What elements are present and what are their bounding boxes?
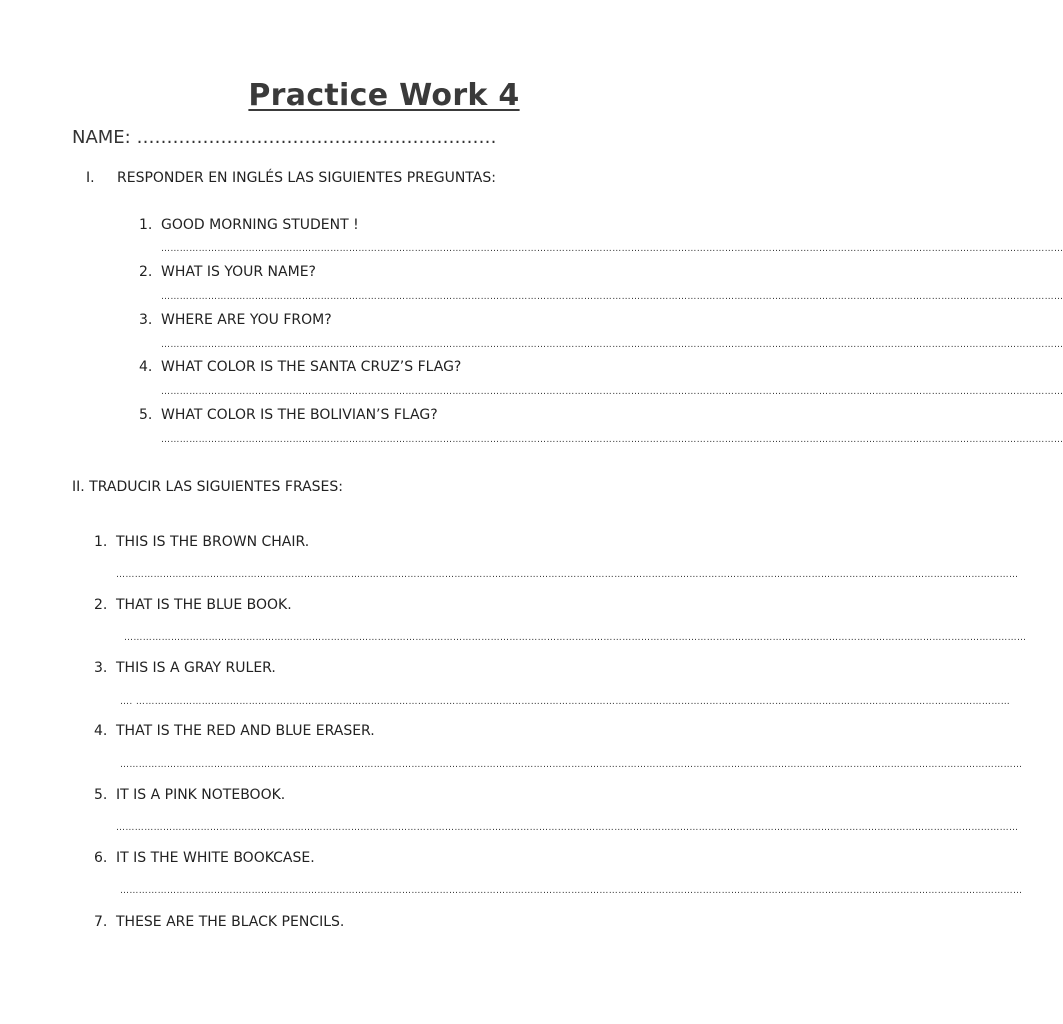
phrase-text: THAT IS THE RED AND BLUE ERASER.	[116, 723, 375, 739]
answer-line-p5[interactable]: ………………………………………………………………………………………………………………………………………………………………………………………………………………………………………………………………	[116, 823, 1019, 833]
answer-line-q2[interactable]: ………………………………………………………………………………………………………………………………………………………………………………………………………………………………………………………………	[161, 292, 1063, 302]
question-2	[139, 264, 316, 280]
phrase-number: 2.	[94, 597, 108, 613]
phrase-7	[94, 914, 344, 930]
answer-line-p2[interactable]: ………………………………………………………………………………………………………………………………………………………………………………………………………………………………………………………………	[124, 633, 1027, 643]
page-title: Practice Work 4	[248, 78, 520, 113]
answer-line-q5[interactable]: ………………………………………………………………………………………………………………………………………………………………………………………………………………………………………………………………	[161, 435, 1063, 445]
question-text: WHERE ARE YOU FROM?	[161, 312, 332, 328]
question-text: WHAT IS YOUR NAME?	[161, 264, 316, 280]
answer-line-q4[interactable]: ………………………………………………………………………………………………………………………………………………………………………………………………………………………………………………………………	[161, 387, 1063, 397]
question-3	[139, 312, 332, 328]
answer-line-p6[interactable]: ………………………………………………………………………………………………………………………………………………………………………………………………………………………………………………………………	[120, 886, 1023, 896]
phrase-text: THIS IS A GRAY RULER.	[116, 660, 276, 676]
question-4	[139, 359, 461, 375]
phrase-1	[94, 534, 309, 550]
phrase-6	[94, 850, 315, 866]
phrase-number: 5.	[94, 787, 108, 803]
phrase-text: THESE ARE THE BLACK PENCILS.	[116, 914, 345, 930]
name-field[interactable]: NAME: ……………………………………………………	[72, 127, 497, 148]
section-1-numeral: I.	[86, 170, 95, 186]
answer-line-q1[interactable]: ………………………………………………………………………………………………………………………………………………………………………………………………………………………………………………………………	[161, 244, 1063, 254]
question-number: 2.	[139, 264, 153, 280]
answer-line-q3[interactable]: ………………………………………………………………………………………………………………………………………………………………………………………………………………………………………………………………	[161, 340, 1063, 350]
question-text: WHAT COLOR IS THE SANTA CRUZ’S FLAG?	[161, 359, 462, 375]
question-number: 3.	[139, 312, 153, 328]
phrase-number: 7.	[94, 914, 108, 930]
phrase-text: IT IS THE WHITE BOOKCASE.	[116, 850, 315, 866]
phrase-text: THAT IS THE BLUE BOOK.	[116, 597, 292, 613]
question-text: WHAT COLOR IS THE BOLIVIAN’S FLAG?	[161, 407, 438, 423]
phrase-4	[94, 723, 375, 739]
section-2-heading: II. TRADUCIR LAS SIGUIENTES FRASES:	[72, 479, 344, 495]
phrase-5	[94, 787, 285, 803]
question-1	[139, 217, 359, 233]
answer-line-p4[interactable]: ………………………………………………………………………………………………………………………………………………………………………………………………………………………………………………………………	[120, 760, 1023, 770]
phrase-number: 4.	[94, 723, 108, 739]
question-5	[139, 407, 438, 423]
phrase-2	[94, 597, 292, 613]
question-number: 4.	[139, 359, 153, 375]
question-number: 5.	[139, 407, 153, 423]
phrase-number: 1.	[94, 534, 108, 550]
phrase-text: THIS IS THE BROWN CHAIR.	[116, 534, 310, 550]
answer-line-p3[interactable]: …. ………………………………………………………………………………………………………………………………………………………………………………………………………………………………………………………	[120, 697, 1011, 707]
phrase-text: IT IS A PINK NOTEBOOK.	[116, 787, 286, 803]
question-text: GOOD MORNING STUDENT !	[161, 217, 359, 233]
section-1-heading: RESPONDER EN INGLÉS LAS SIGUIENTES PREGUNTAS:	[117, 170, 496, 186]
question-number: 1.	[139, 217, 153, 233]
phrase-number: 6.	[94, 850, 108, 866]
phrase-number: 3.	[94, 660, 108, 676]
answer-line-p1[interactable]: ………………………………………………………………………………………………………………………………………………………………………………………………………………………………………………………………	[116, 570, 1019, 580]
phrase-3	[94, 660, 276, 676]
